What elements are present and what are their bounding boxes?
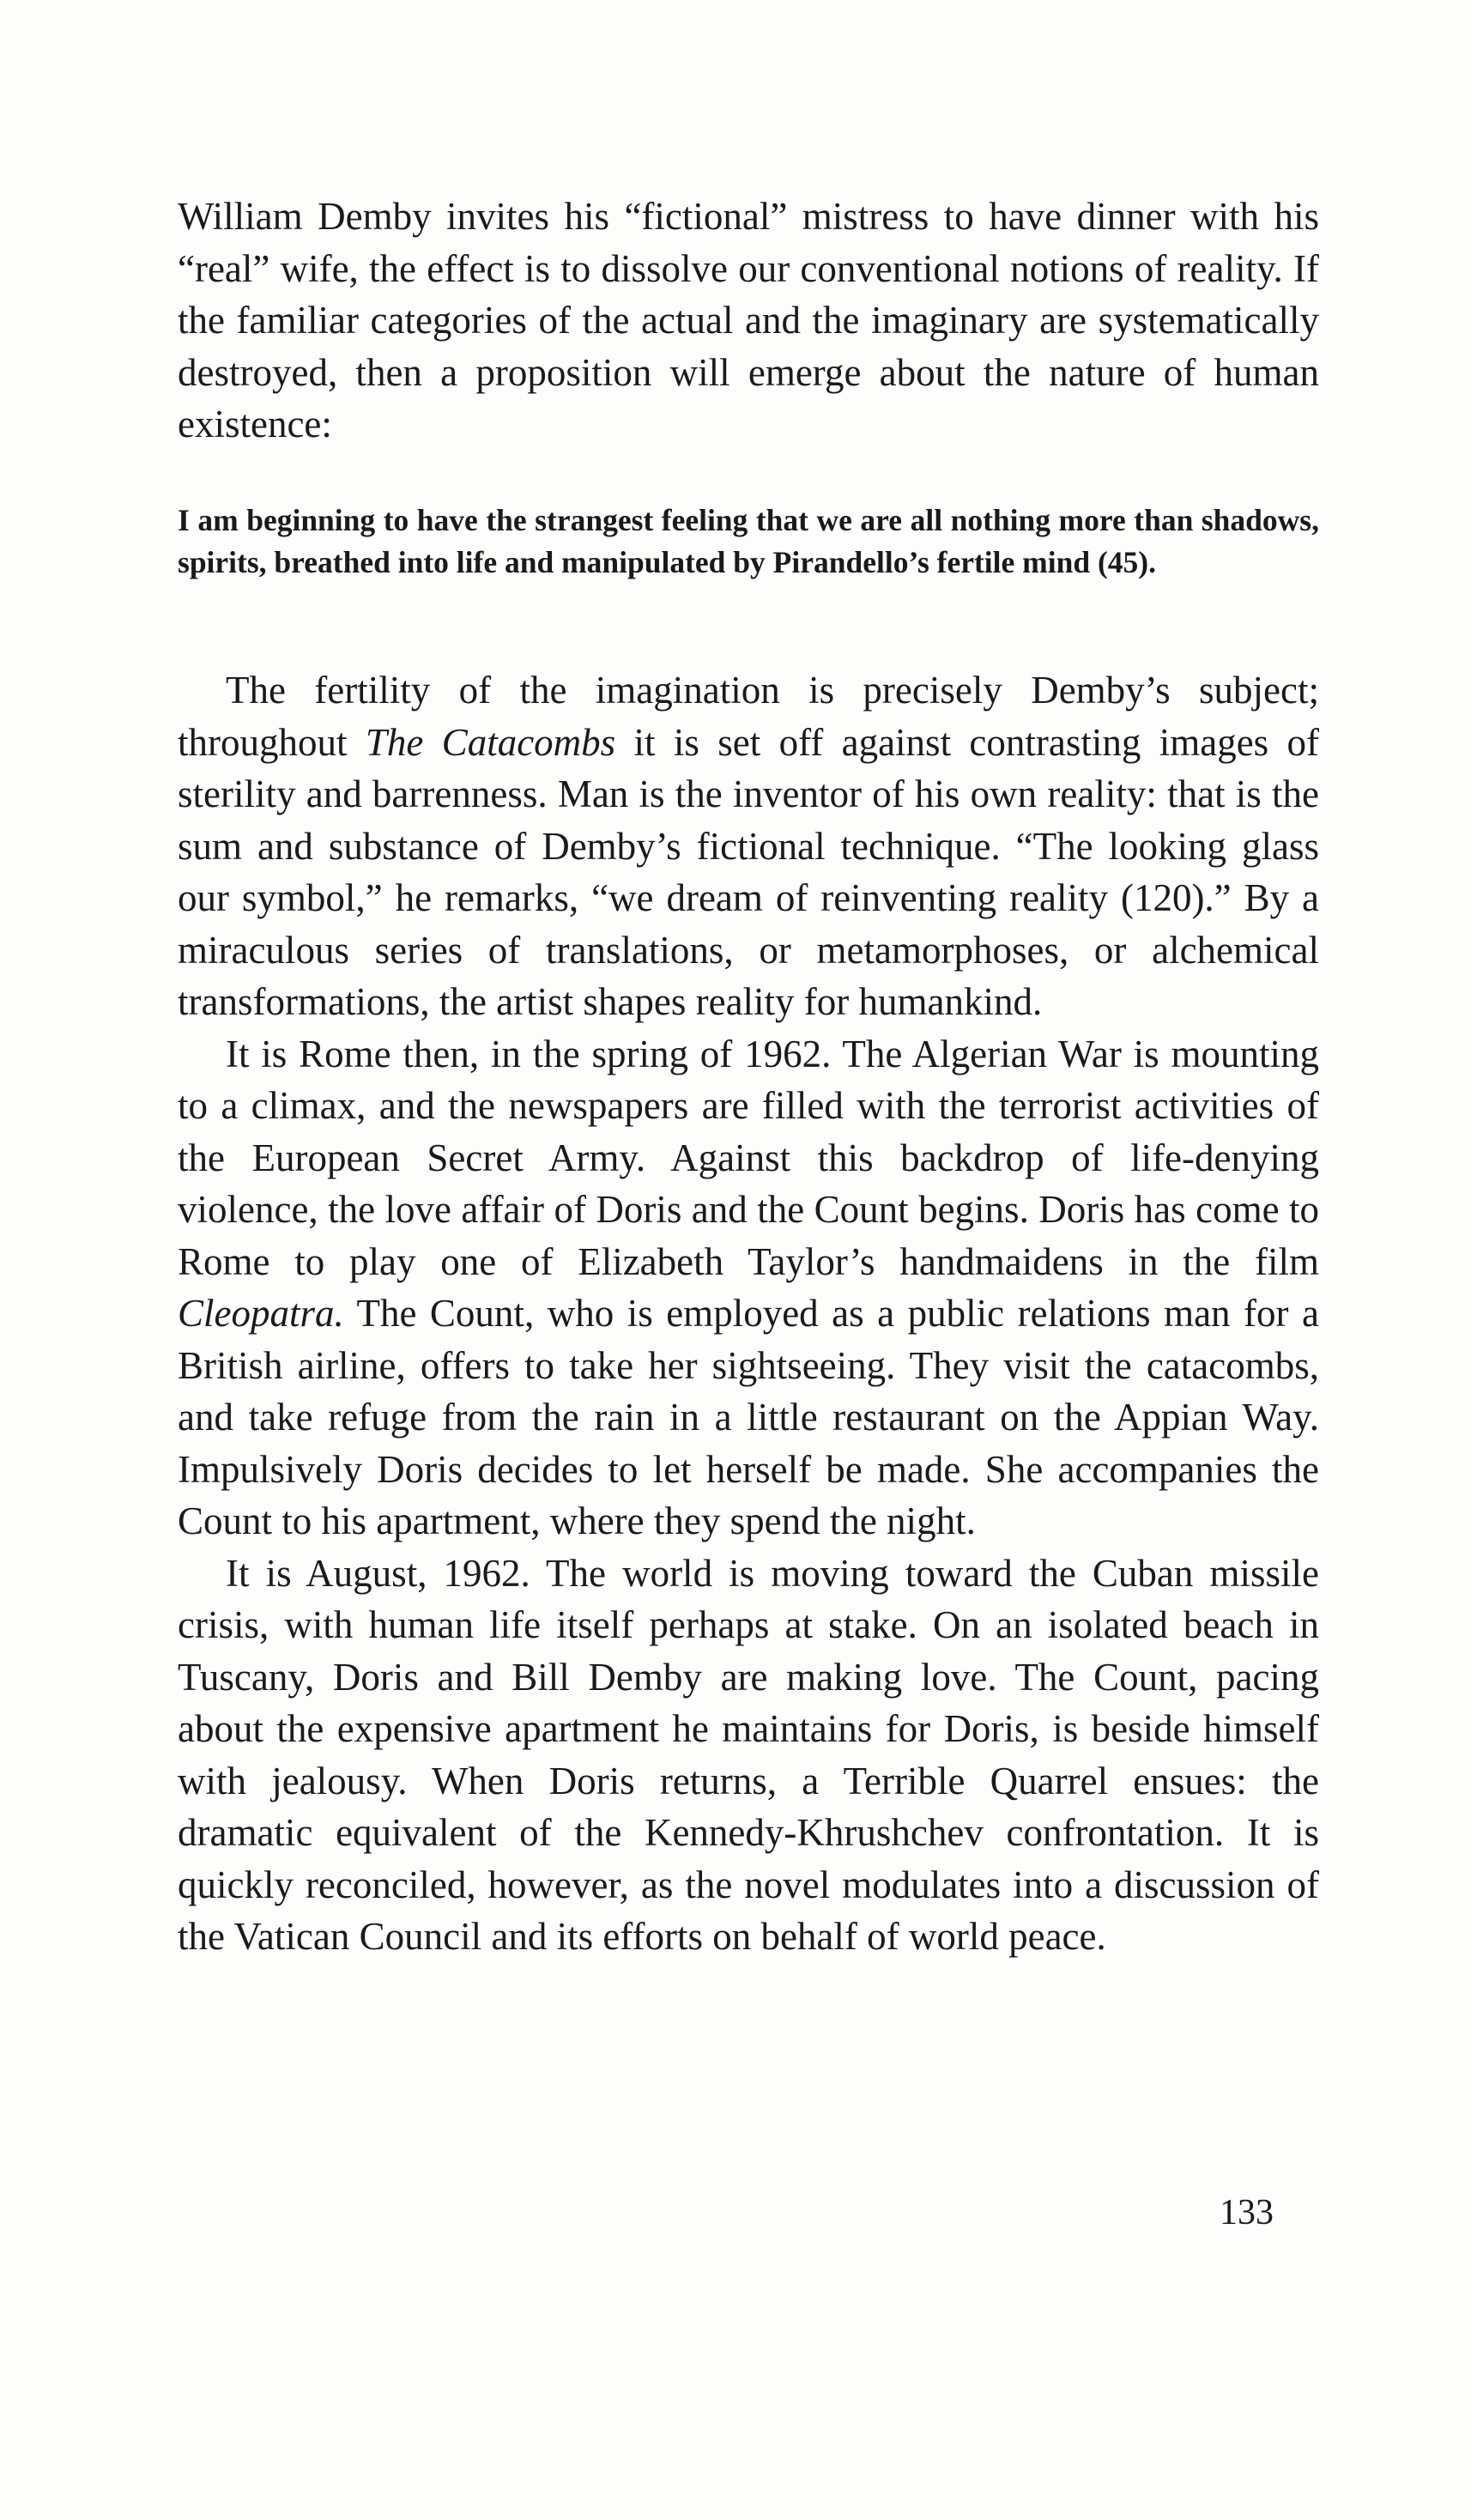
page-number: 133 [1220,2193,1274,2232]
block-quote: I am beginning to have the strangest feeling that we are all nothing more than shadows, spirits, breathed into life and manipulated by Pirandello’s fertile mind (45). [178,503,1319,579]
paragraph-2-text-a: The fertility of the imagination is precisely Demby’s subject; throughout [178,669,1319,764]
opening-paragraph: William Demby invites his “fictional” mistress to have dinner with his “real” wife, the effect is to dissolve our conventional notions of reality. If the familiar categories of the actual and the imaginary are systematically destroyed, then a proposition will emerge about the nature of human existence: [178,195,1319,445]
body-paragraphs [178,664,1319,1963]
film-title-cleopatra: Cleopatra. [178,1292,344,1335]
paragraph-4: It is August, 1962. The world is moving toward the Cuban missile crisis, with human life itself perhaps at stake. On an isolated beach in Tuscany, Doris and Bill Demby are making love. The Count, pacing about the expensive apartment he maintains for Doris, is beside himself with jealousy. When Doris returns, a Terrible Quarrel ensues: the dramatic equivalent of the Kennedy-Khrushchev confrontation. It is quickly reconciled, however, as the novel modulates into a discussion of the Vatican Council and its efforts on behalf of world peace. [178,1551,1319,1958]
opening-paragraph-block [178,191,1319,451]
paragraph-3-text-a: It is Rome then, in the spring of 1962. The Algerian War is mounting to a climax, and the newspapers are filled with the terrorist activities of the European Secret Army. Against this backdrop of life-denying violence, the love affair of Doris and the Count begins. Doris has come to Rome to play one of Elizabeth Taylor’s handmaidens in the film [178,1032,1319,1283]
book-title-catacombs: The Catacombs [365,720,616,764]
paragraph-3-text-b: The Count, who is employed as a public relations man for a British airline, offers to take her sightseeing. They visit the catacombs, and take refuge from the rain in a little restaurant on the Appian Way. Impulsively Doris decides to let herself be made. She accompanies the Count to his apartment, where they spend the night. [178,1292,1319,1542]
paragraph-2-text-b: it is set off against contrasting images of sterility and barrenness. Man is the inventor of his own reality: that is the sum and substance of Demby’s fictional technique. “The looking glass our symbol,” he remarks, “we dream of reinventing reality (120).” By a miraculous series of translations, or metamorphoses, or alchemical transformations, the artist shapes reality for humankind. [178,720,1320,1023]
block-quote-block [178,500,1319,583]
paragraph-3 [178,1028,1319,1548]
paragraph-2 [178,664,1319,1028]
